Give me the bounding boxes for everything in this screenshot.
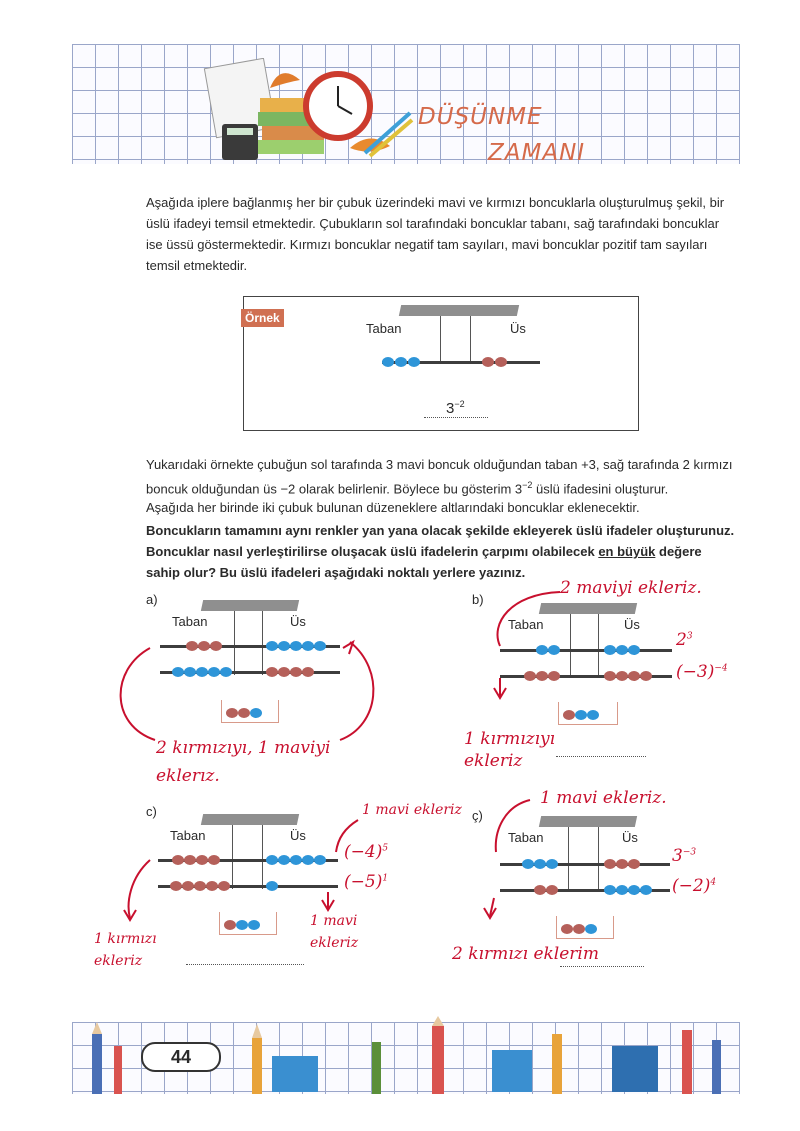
instruction-paragraph: Boncukların tamamını aynı renkler yan yana olacak şekilde ekleyerek üslü ifadeler oluşturunuz. Boncuklar nasıl yerleştirilirse oluşacak üslü ifadelerin çarpımı olabilecek en büyük değere sahip olur? Bu üslü ifadeleri aşağıdaki noktalı yerlere yazınız. <box>146 523 735 580</box>
item-b-handwritten-note: 1 kırmızıyı ekleriz <box>464 729 556 771</box>
red-bead <box>482 357 494 367</box>
item-c-handwritten-left: 1 kırmızı ekleriz <box>94 931 157 969</box>
school-supplies-illustration <box>200 58 420 168</box>
item-a-taban: Taban <box>172 614 208 629</box>
item-a-handwritten-note: 2 kırmızıyı, 1 maviyi eklerız. <box>156 738 331 786</box>
blue-bead <box>382 357 394 367</box>
item-b-handwritten-top: 2 maviyi ekleriz. <box>560 578 702 598</box>
blue-bead <box>408 357 420 367</box>
red-bead <box>495 357 507 367</box>
item-cc-us: Üs <box>622 830 638 845</box>
item-c-handwritten-exp2: $(-5)^1$ <box>344 872 389 892</box>
page-number: 44 <box>141 1042 221 1072</box>
item-c-letter: c) <box>146 804 157 819</box>
item-c-handwritten-right: 1 mavi ekleriz <box>310 913 359 951</box>
example-answer: $3^{-2}$ <box>446 399 465 417</box>
item-c-handwritten-exp1: $(-4)^5$ <box>344 842 389 862</box>
item-b-handwritten-exp1: $2^3$ <box>676 630 693 650</box>
item-b-us: Üs <box>624 617 640 632</box>
item-a-us: Üs <box>290 614 306 629</box>
item-cc-handwritten-top: 1 mavi ekleriz. <box>540 788 667 808</box>
item-b-bead-box <box>558 702 618 725</box>
item-cc-handwritten-exp1: $3^{-3}$ <box>672 846 697 866</box>
item-b-letter: b) <box>472 592 484 607</box>
item-a-handwritten-arrows <box>110 630 390 750</box>
explanation-paragraph-2: Aşağıda her birinde iki çubuk bulunan düzeneklere altlarındaki boncuklar eklenecektir. <box>146 500 640 515</box>
item-c-us: Üs <box>290 828 306 843</box>
item-cc-handwritten-exp2: $(-2)^4$ <box>672 876 717 896</box>
item-a-letter: a) <box>146 592 158 607</box>
item-cc-letter: ç) <box>472 808 483 823</box>
example-box <box>243 296 639 431</box>
item-b-handwritten-exp2: $(-3)^{-4}$ <box>676 662 728 682</box>
header-title-line2: ZAMANI <box>488 140 586 166</box>
item-cc-bead-box <box>556 916 614 939</box>
item-b-taban: Taban <box>508 617 544 632</box>
intro-paragraph: Aşağıda iplere bağlanmış her bir çubuk üzerindeki mavi ve kırmızı boncuklarla oluşturulmuş şekil, bir üslü ifadeyi temsil etmektedir. Çubukların sol tarafındaki boncuklar tabanı, sağ tarafındaki boncuklar ise üssü göstermektedir. Kırmızı boncuklar negatif tam sayıları, mavi boncuklar pozitif tam sayıları temsil etmektedir. <box>146 195 725 273</box>
item-c-handwritten-top: 1 mavi ekleriz <box>362 802 462 818</box>
example-us-label: Üs <box>510 321 526 336</box>
example-taban-label: Taban <box>366 321 402 336</box>
item-c-taban: Taban <box>170 828 206 843</box>
item-cc-handwritten-arrows <box>480 790 560 930</box>
example-badge: Örnek <box>241 309 284 327</box>
item-cc-taban: Taban <box>508 830 544 845</box>
item-b-handwritten-arrows <box>480 584 580 704</box>
item-cc-handwritten-note: 2 kırmızı eklerim <box>452 944 599 964</box>
explanation-paragraph-1: Yukarıdaki örnekte çubuğun sol tarafında 3 mavi boncuk olduğundan taban +3, sağ tarafında 2 kırmızı boncuk olduğundan üs −2 olarak belirlenir. Böylece bu gösterim $3^{-2}$ üslü ifadesini oluşturur. <box>146 457 733 497</box>
header-title-line1: DÜŞÜNME <box>418 104 543 130</box>
blue-bead <box>395 357 407 367</box>
